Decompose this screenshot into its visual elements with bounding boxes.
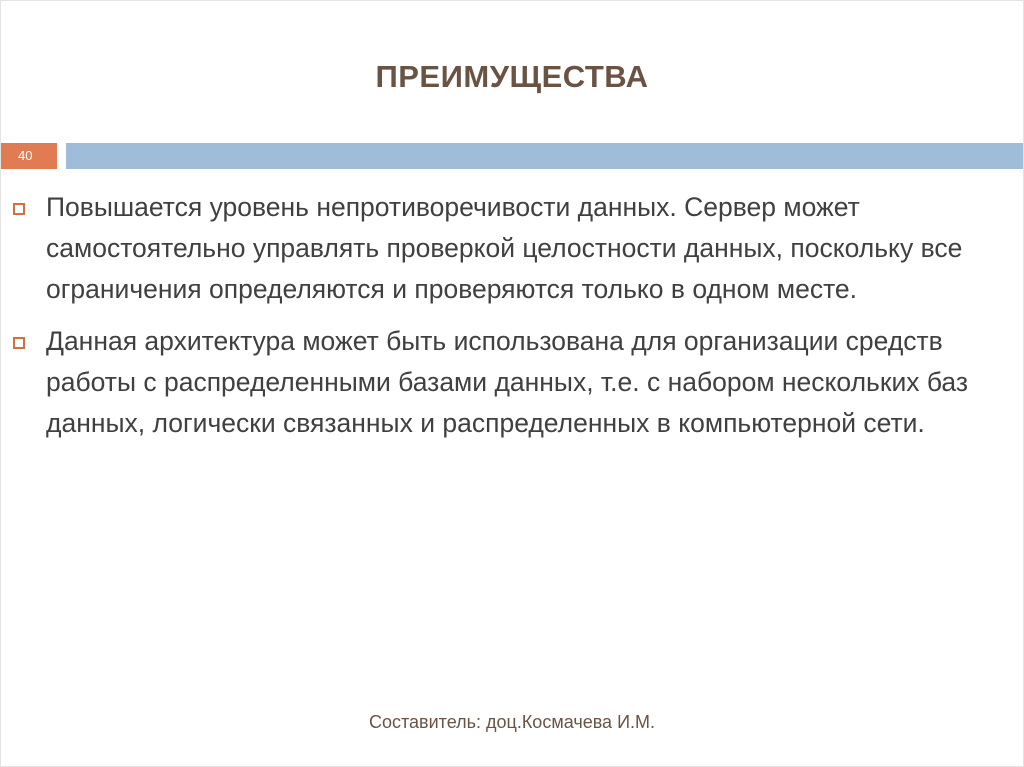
- bullet-item: [1, 187, 1023, 310]
- bullet-text: Данная архитектура может быть использована для организации средств работы с распределенными базами данных, т.е. с набором нескольких баз данных, логически связанных и распределенных в компьютерной сети.: [46, 326, 969, 438]
- header-bar: [66, 143, 1024, 169]
- hollow-square-bullet-icon: [13, 203, 25, 215]
- slide-number: 40: [1, 143, 57, 169]
- hollow-square-bullet-icon: [13, 337, 25, 349]
- bullet-text: Повышается уровень непротиворечивости данных. Сервер может самостоятельно управлять проверкой целостности данных, поскольку все ограничения определяются и проверяются только в одном месте.: [46, 192, 963, 304]
- bullet-list: [1, 187, 1023, 455]
- bullet-item: [1, 321, 1023, 444]
- footer-author: Составитель: доц.Космачева И.М.: [368, 712, 656, 732]
- slide-title: ПРЕИМУЩЕСТВА: [375, 59, 649, 94]
